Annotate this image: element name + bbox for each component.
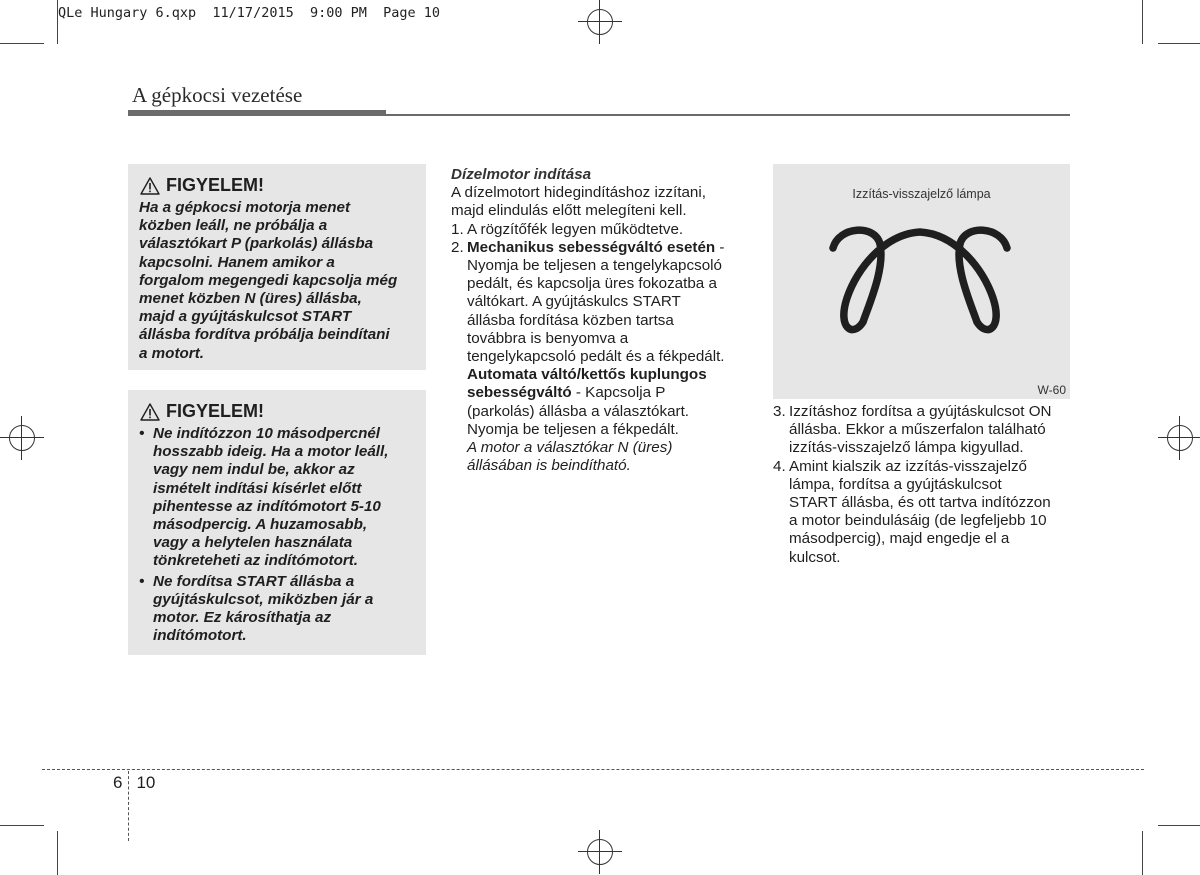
step-number: 2.	[451, 238, 464, 256]
crop-mark	[0, 825, 44, 826]
text-line: START állásba, és ott tartva indítózzon	[789, 494, 1051, 512]
text-line: továbbra is benyomva a	[467, 329, 629, 347]
text-line: pedált, és kapcsolja üres fokozatba a	[467, 275, 717, 293]
page-number	[113, 773, 155, 793]
text-line: vagy a helytelen használata	[153, 534, 353, 552]
bullet-dot: •	[139, 572, 145, 590]
step-number: 3.	[773, 403, 786, 420]
glow-steps	[773, 403, 1071, 567]
text-line: állásba fordítva próbálja beindítani	[139, 326, 390, 344]
text-fragment: - Kapcsolja P	[571, 384, 666, 402]
text-line: másodpercig), majd engedje el a	[789, 530, 1010, 548]
text-line: A rögzítőfék legyen működtetve.	[467, 220, 684, 238]
text-line	[467, 239, 748, 257]
warning-heading-text: FIGYELEM!	[166, 175, 264, 195]
text-line: hosszabb ideig. Ha a motor leáll,	[153, 443, 389, 461]
crop-mark	[1142, 831, 1143, 875]
warning-box-1	[128, 164, 426, 370]
step-2	[451, 239, 748, 476]
warning-heading-text: FIGYELEM!	[166, 401, 264, 421]
warning-heading	[140, 401, 264, 422]
footer-rule	[42, 769, 1144, 770]
automatic-transmission-label: sebességváltó	[467, 384, 572, 402]
text-line: menet közben N (üres) állásba,	[139, 290, 362, 308]
text-line: A motor a választókar N (üres)	[467, 439, 673, 457]
text-line: Amint kialszik az izzítás-visszajelző	[789, 457, 1027, 475]
section-title: A gépkocsi vezetése	[132, 83, 303, 107]
title-rule-thin	[386, 114, 1070, 116]
text-line: a motor beindulásáig (de legfeljebb 10	[789, 512, 1047, 530]
crop-mark	[1158, 825, 1200, 826]
text-line: tönkreteheti az indítómotort.	[153, 552, 359, 570]
text-line: másodpercig. A huzamosabb,	[153, 516, 368, 534]
text-line: állásba. Ekkor a műszerfalon található	[789, 421, 1046, 439]
text-line: kapcsolni. Hanem amikor a	[139, 253, 335, 271]
text-line: kulcsot.	[789, 548, 841, 566]
text-line: közben leáll, ne próbálja a	[139, 217, 328, 235]
warning-triangle-icon	[140, 403, 160, 421]
step-number: 1.	[451, 220, 464, 238]
text-line: váltókart. A gyújtáskulcs START	[467, 293, 681, 311]
page-number-value: 10	[136, 773, 156, 792]
registration-mark-left	[0, 416, 44, 460]
crop-mark	[1142, 0, 1143, 44]
chapter-number: 6	[113, 773, 123, 792]
text-line: Ne indítózzon 10 másodpercnél	[153, 425, 381, 442]
bullet-item	[139, 573, 417, 646]
registration-mark-top	[578, 0, 622, 44]
registration-mark-right	[1158, 416, 1200, 460]
text-line: Nyomja be teljesen a tengelykapcsoló	[467, 257, 722, 275]
step-3	[773, 403, 1071, 458]
figure-code: W-60	[1037, 383, 1066, 397]
warning-triangle-icon	[140, 177, 160, 195]
bullet-item	[139, 425, 417, 571]
text-line: gyújtáskulcsot, miközben jár a	[153, 590, 374, 608]
text-line	[467, 384, 748, 402]
text-line: vagy nem indul be, akkor az	[153, 461, 355, 479]
text-line: motor. Ez károsíthatja az	[153, 609, 332, 627]
text-line: A dízelmotort hidegindításhoz izzítani,	[451, 184, 706, 202]
text-line: majd a gyújtáskulcsot START	[139, 308, 352, 326]
crop-mark	[1158, 43, 1200, 44]
text-line: pihentesse az indítómotort 5-10	[153, 497, 381, 515]
text-line: forgalom megengedi kapcsolja még	[139, 271, 398, 289]
figure-caption: Izzítás-visszajelző lámpa	[852, 187, 991, 201]
text-line: tengelykapcsoló pedált és a fékpedált.	[467, 348, 725, 366]
title-rule-thick	[128, 110, 386, 116]
warning-box-2	[128, 390, 426, 655]
registration-mark-bottom	[578, 830, 622, 874]
warning-heading	[140, 175, 264, 196]
text-line: Ha a gépkocsi motorja menet	[139, 199, 351, 216]
separator: -	[715, 238, 725, 256]
text-line: Izzításhoz fordítsa a gyújtáskulcsot ON	[789, 403, 1052, 420]
glow-plug-indicator-icon	[825, 218, 1015, 338]
diesel-heading: Dízelmotor indítása	[451, 166, 592, 183]
text-line: lámpa, fordítsa a gyújtáskulcsot	[789, 475, 1002, 493]
text-line: indítómotort.	[153, 627, 247, 645]
text-line: a motort.	[139, 344, 204, 362]
crop-mark	[0, 43, 44, 44]
indicator-figure	[773, 164, 1070, 399]
step-4	[773, 458, 1071, 567]
step-number: 4.	[773, 457, 786, 475]
step-1	[451, 221, 748, 239]
text-line: majd elindulás előtt melegíteni kell.	[451, 202, 687, 220]
text-line: izzítás-visszajelző lámpa kigyullad.	[789, 439, 1024, 457]
text-line: ismételt indítási kísérlet előtt	[153, 479, 362, 497]
diesel-section	[451, 166, 748, 475]
bullet-dot: •	[139, 425, 145, 442]
text-line: Nyomja be teljesen a fékpedált.	[467, 420, 679, 438]
warning-bullets	[139, 425, 417, 645]
text-line: választókart P (parkolás) állásba	[139, 235, 374, 253]
text-line: állásában is beindítható.	[467, 457, 631, 475]
manual-transmission-label: Mechanikus sebességváltó esetén	[467, 238, 716, 256]
print-slug: QLe Hungary 6.qxp 11/17/2015 9:00 PM Page 10	[58, 5, 441, 21]
text-line: Ne fordítsa START állásba a	[153, 572, 355, 590]
text-line: (parkolás) állásba a választókart.	[467, 402, 690, 420]
crop-mark	[57, 831, 58, 875]
automatic-transmission-label: Automata váltó/kettős kuplungos	[467, 366, 707, 384]
text-line: állásba fordítása közben tartsa	[467, 311, 674, 329]
warning-text	[139, 199, 417, 363]
